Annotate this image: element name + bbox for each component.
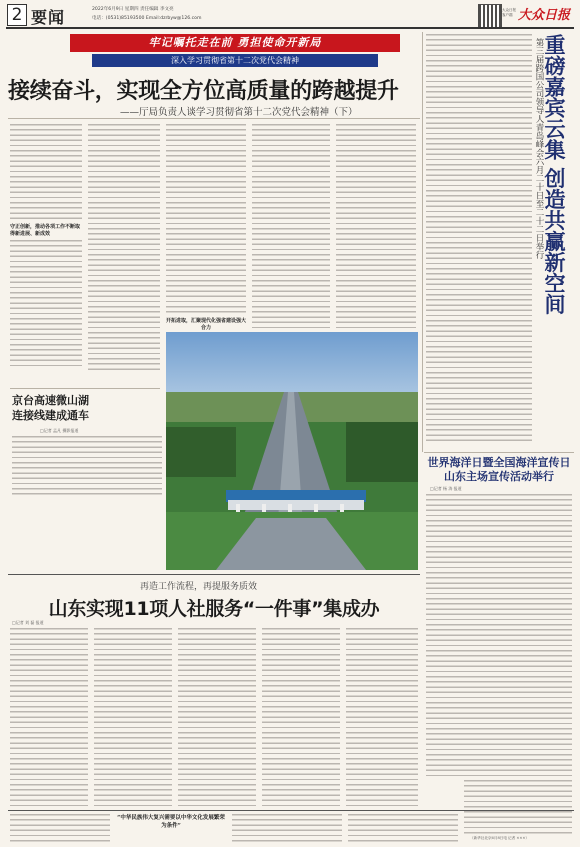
section-name: 要闻 <box>31 8 66 27</box>
banner-line2: 深入学习贯彻省第十二次党代会精神 <box>92 54 378 67</box>
footer-credit: （新华社北京6月8日电 记者 ×××） <box>470 836 530 840</box>
qr-code <box>478 4 502 28</box>
bottom-col-1 <box>10 628 88 806</box>
qr-caption: 大众日报 客户端 <box>502 8 516 17</box>
footer-col-4 <box>464 780 572 834</box>
lead-subtitle-1: 守正创新，推动各项工作不断取得新进展、新成效 <box>10 224 81 237</box>
highway-photo-svg <box>166 332 418 570</box>
mid-right-byline: □记者 杨 涛 报道 <box>430 486 462 491</box>
footer-col-1 <box>10 814 110 844</box>
bottom-col-4 <box>262 628 340 806</box>
bottom-headline: 山东实现11项人社服务“一件事”集成办 <box>48 598 380 620</box>
mid-right-text <box>426 494 572 776</box>
photo-caption-rule <box>10 388 160 389</box>
right-col-text-1 <box>426 34 532 444</box>
photo-caption-text <box>12 436 162 498</box>
photo-credit: □记者 孟凡 摄影报道 <box>40 428 79 433</box>
email-line: 电话：(0531)85193500 Email:dzrbyw@126.com <box>92 16 202 21</box>
bottom-col-5 <box>346 628 418 806</box>
photo-kicker: 京台高速微山湖 <box>12 394 89 407</box>
photo-title: 连接线建成通车 <box>12 409 89 422</box>
bottom-kicker: 再造工作流程，再提服务质效 <box>140 582 258 592</box>
page-number-box <box>7 4 27 26</box>
mid-right-headline: 世界海洋日暨全国海洋宣传日山东主场宣传活动举行 <box>427 456 571 483</box>
lead-subtitle-2: 开拓进取，汇聚现代化强省建设强大合力 <box>166 318 247 331</box>
lead-col-4 <box>252 124 330 329</box>
bottom-story-rule <box>8 574 420 575</box>
footer-col-3 <box>348 814 458 844</box>
bottom-byline: □记者 刘 磊 报道 <box>12 620 44 625</box>
right-subhead: 第三届跨国公司领导人青岛峰会六月二十日至二十二日举行 <box>534 38 544 259</box>
lead-col-3 <box>166 124 246 314</box>
highway-photo <box>166 332 418 570</box>
bottom-col-2 <box>94 628 172 806</box>
masthead-rule <box>6 27 574 29</box>
footer-col-2 <box>232 814 342 844</box>
lead-subhead: ——厅局负责人谈学习贯彻省第十二次党代会精神（下） <box>120 107 358 118</box>
lead-col-1b <box>10 240 82 370</box>
banner-line1: 牢记嘱托走在前 勇担使命开新局 <box>70 34 400 52</box>
lead-headline: 接续奋斗，实现全方位高质量的跨越提升 <box>8 79 399 104</box>
page-number: 2 <box>11 5 23 25</box>
paper-name: 大众日报 <box>518 8 571 23</box>
date-line: 2022年6月9日 星期四 责任编辑 李文亮 <box>92 7 174 12</box>
bottom-col-3 <box>178 628 256 806</box>
lead-col-1 <box>10 124 82 222</box>
lead-col-2 <box>88 124 160 370</box>
mid-right-rule <box>424 452 574 453</box>
headline-rule <box>8 118 420 119</box>
right-column-divider <box>422 32 423 452</box>
banner <box>70 34 400 70</box>
footer-box-title: “中华民族伟大复兴需要以中华文化发展繁荣为条件” <box>117 815 225 829</box>
right-headline: 重磅嘉宾云集 创造共赢新空间 <box>542 34 567 315</box>
lead-col-5 <box>336 124 416 329</box>
